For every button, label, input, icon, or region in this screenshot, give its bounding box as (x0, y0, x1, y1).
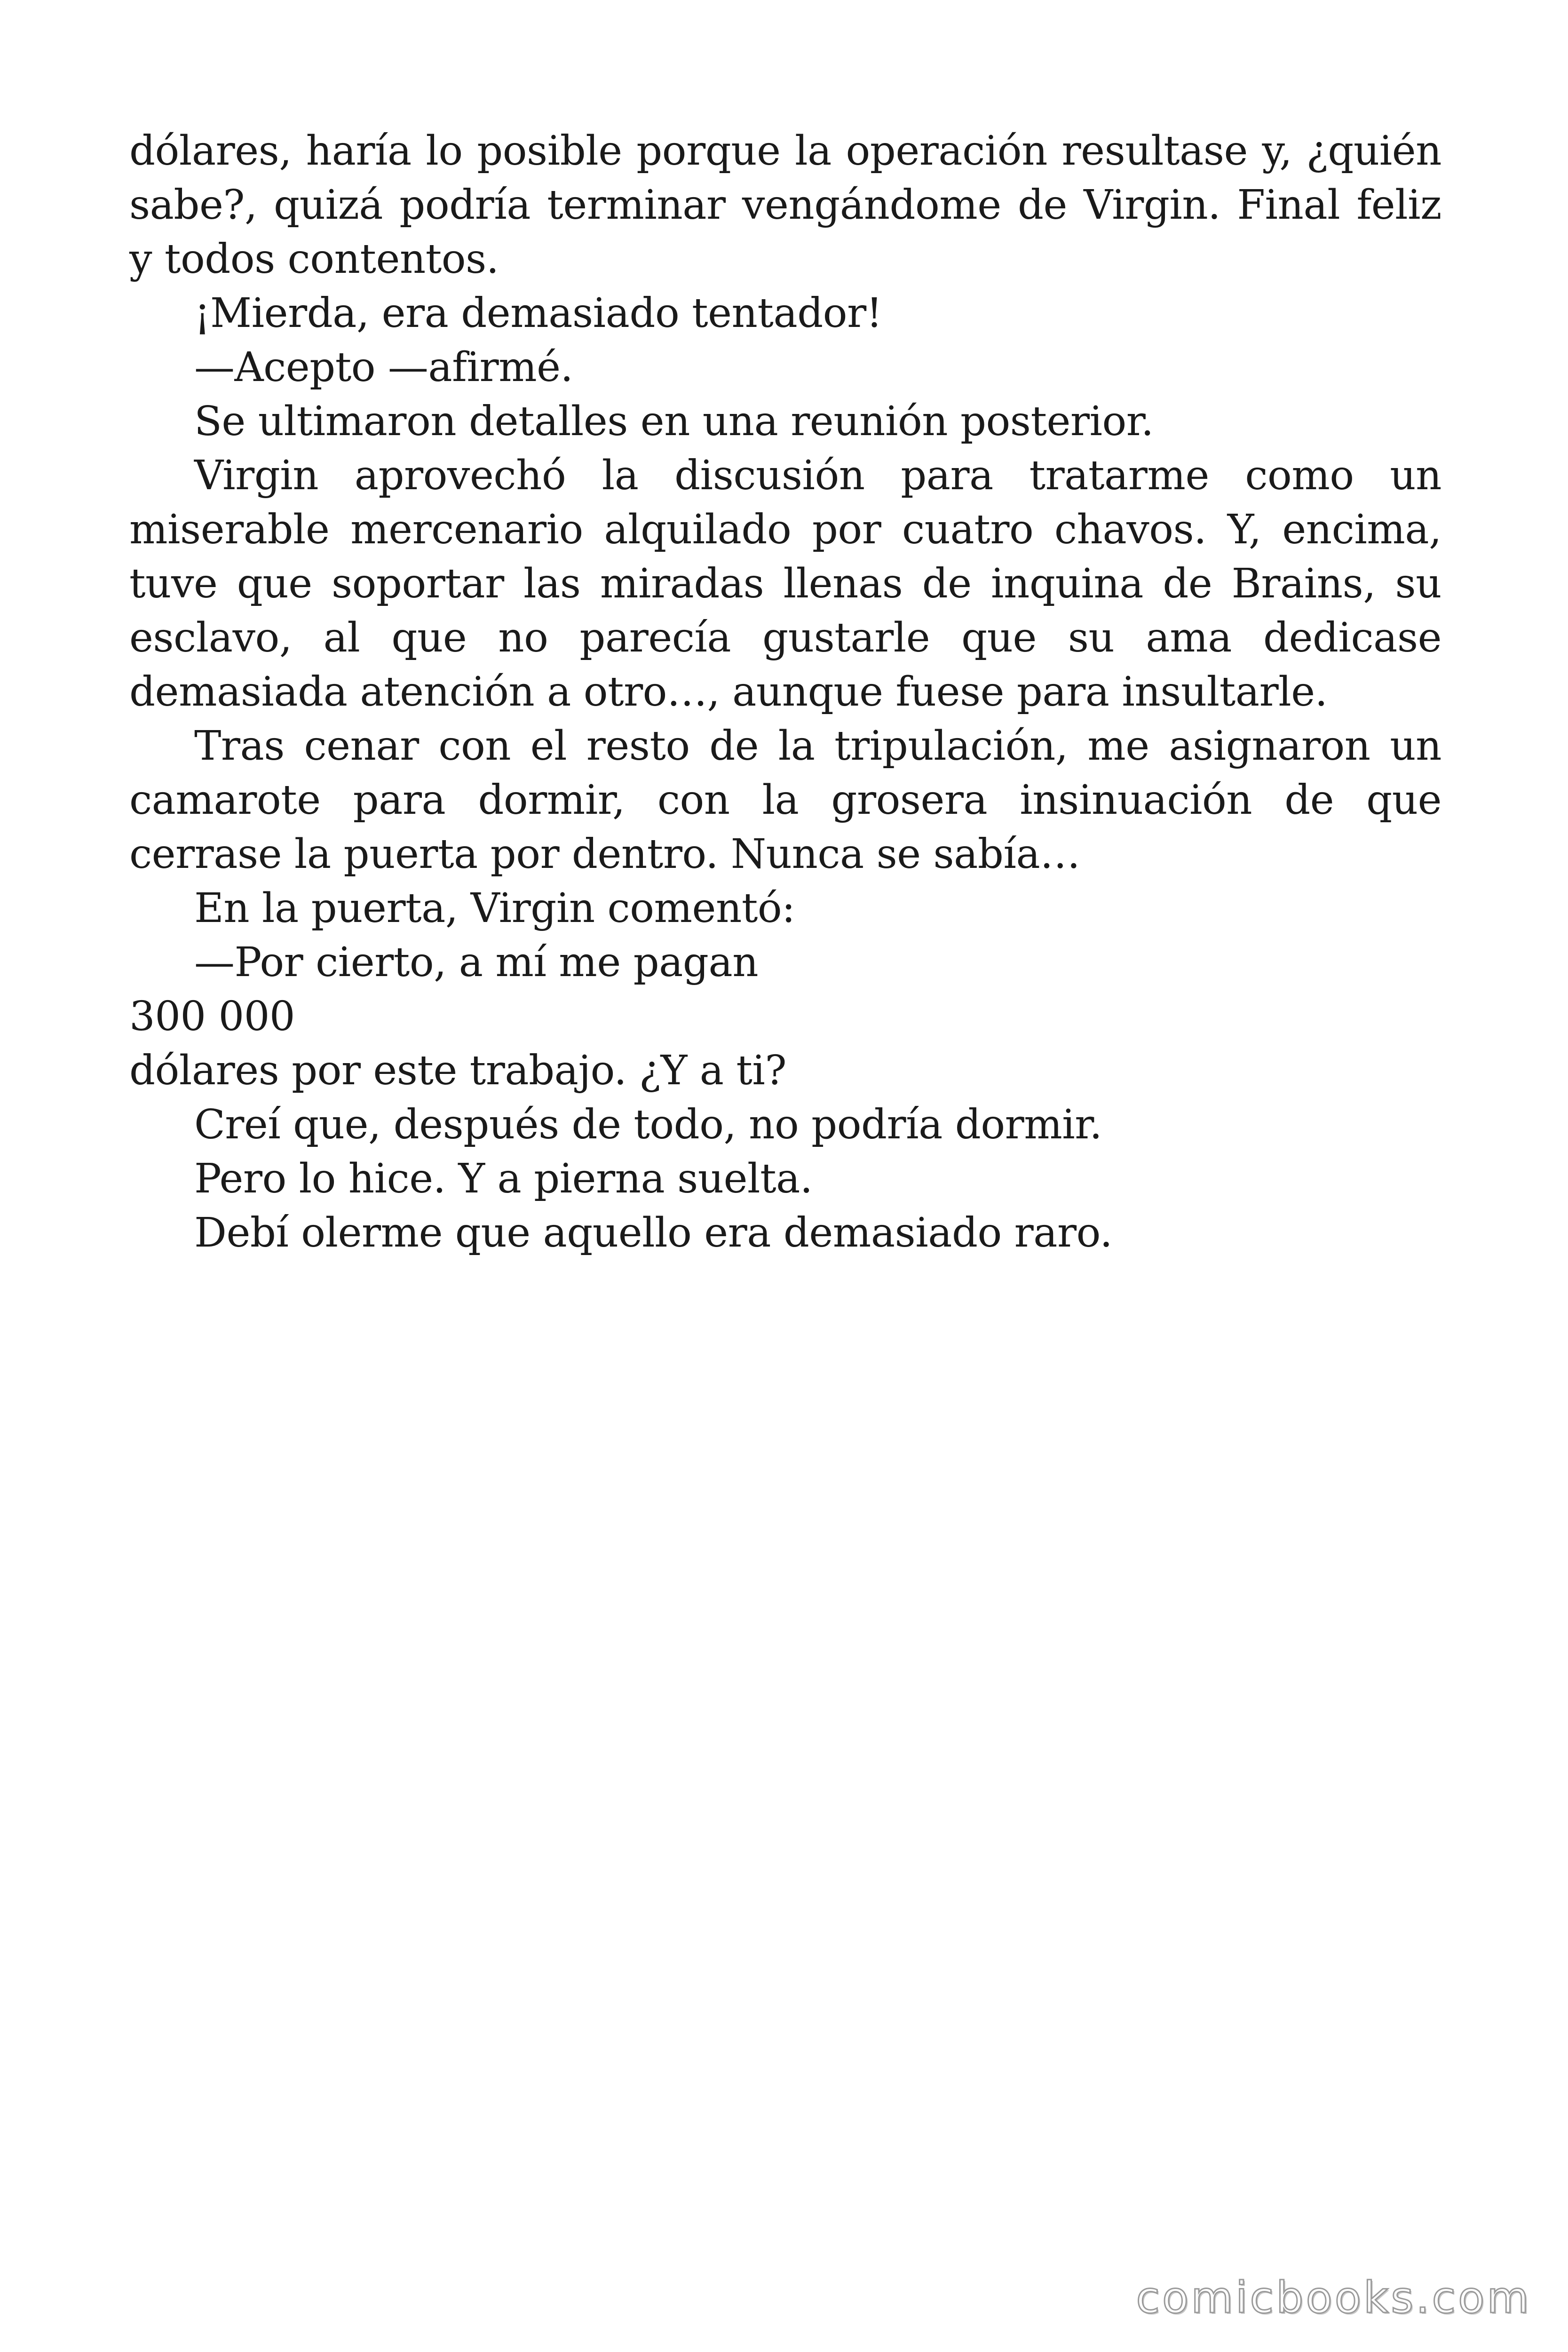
paragraph-door: En la puerta, Virgin comentó: (194, 885, 795, 932)
paragraph-details: Se ultimaron detalles en una reunión posterior. (194, 398, 1154, 445)
paragraph-dollars: dólares por este trabajo. ¿Y a ti? (129, 1047, 787, 1094)
paragraph-dinner: Tras cenar con el resto de la tripulación, me asignaron un camarote para dormir, con la grosera insinuación de que cerrase la puerta por dentro. Nunca se sabía… (129, 723, 1441, 878)
watermark-logo: comicbooks.com (1136, 2273, 1531, 2323)
paragraph-dialogue-acepto: —Acepto —afirmé. (194, 344, 573, 391)
page-body-text (129, 124, 1441, 1260)
paragraph-suspicion: Debí olerme que aquello era demasiado raro. (194, 1209, 1113, 1256)
paragraph-amount: 300 000 (129, 993, 295, 1040)
paragraph-continuation: dólares, haría lo posible porque la operación resultase y, ¿quién sabe?, quizá podría terminar vengándome de Virgin. Final feliz y todos contentos. (129, 127, 1441, 283)
paragraph-sleep-thought: Creí que, después de todo, no podría dormir. (194, 1101, 1102, 1148)
paragraph-exclamation: ¡Mierda, era demasiado tentador! (194, 290, 882, 337)
paragraph-virgin-discussion: Virgin aprovechó la discusión para tratarme como un miserable mercenario alquilado por cuatro chavos. Y, encima, tuve que soportar las miradas llenas de inquina de Brains, su esclavo, al que no parecía gustarle que su ama dedicase demasiada atención a otro…, aunque fuese para insultarle. (129, 452, 1441, 715)
paragraph-dialogue-pay: —Por cierto, a mí me pagan (194, 939, 759, 986)
paragraph-slept: Pero lo hice. Y a pierna suelta. (194, 1155, 813, 1202)
